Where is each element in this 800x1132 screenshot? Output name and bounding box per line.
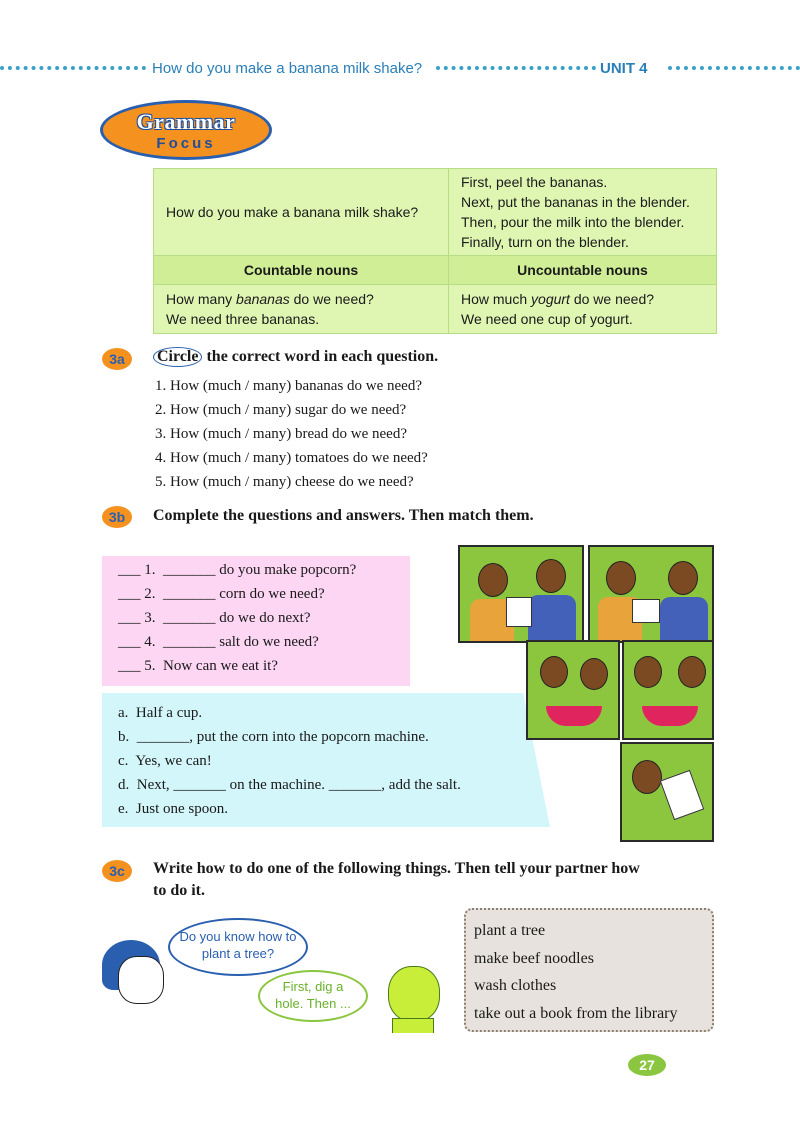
emphasis-word: yogurt (531, 291, 570, 307)
task-options-list (474, 917, 678, 1027)
step-line: Next, put the bananas in the blender. (461, 194, 690, 210)
countable-question (166, 289, 436, 309)
countable-answer: We need three bananas. (166, 311, 320, 327)
question-item[interactable]: ___ 3. _______ do we do next? (118, 610, 311, 626)
text-part: How much (461, 291, 532, 307)
question-item[interactable]: ___ 5. Now can we eat it? (118, 658, 278, 674)
step-line: Then, pour the milk into the blender. (461, 214, 685, 230)
popcorn-bag (506, 597, 532, 627)
instruction-line: Write how to do one of the following things. Then tell your partner how (153, 860, 640, 877)
list-item[interactable]: 2. How (much / many) sugar do we need? (155, 402, 407, 418)
grammar-steps (449, 169, 717, 256)
girl-face (118, 956, 164, 1004)
step-line: First, peel the bananas. (461, 174, 608, 190)
boy-face-1 (540, 656, 568, 688)
question-item[interactable]: ___ 4. _______ salt do we need? (118, 634, 319, 650)
uncountable-answer: We need one cup of yogurt. (461, 311, 633, 327)
comic-panel-4 (622, 640, 714, 740)
shirt (528, 595, 576, 641)
popcorn-machine (632, 599, 660, 623)
question-item[interactable]: ___ 2. _______ corn do we need? (118, 586, 325, 602)
shirt (660, 597, 708, 641)
grammar-focus-title: Grammar (136, 109, 236, 134)
instruction-text: the correct word in each question. (206, 348, 439, 365)
comic-panel-3 (526, 640, 620, 740)
grammar-focus-badge (100, 100, 272, 160)
list-item[interactable]: 3. How (much / many) bread do we need? (155, 426, 407, 442)
list-item[interactable]: 5. How (much / many) cheese do we need? (155, 474, 414, 490)
countable-example (154, 285, 449, 334)
answers-list (118, 701, 461, 821)
task-option[interactable]: take out a book from the library (474, 1004, 678, 1022)
boy-face-2 (580, 658, 608, 690)
boy-face-2 (668, 561, 698, 595)
speech-bubble-girl (168, 918, 308, 976)
popcorn-bowl (642, 706, 698, 726)
boy-face (632, 760, 662, 794)
task-option[interactable]: plant a tree (474, 922, 546, 939)
list-item[interactable]: 1. How (much / many) bananas do we need? (155, 378, 422, 394)
exercise-3a-instruction (153, 347, 438, 367)
bubble-text: Do you know how to plant a tree? (179, 929, 297, 961)
unit-label: UNIT 4 (600, 60, 648, 77)
exercise-3a-marker: 3a (102, 348, 132, 370)
comic-panel-2 (588, 545, 714, 643)
answer-item[interactable]: b. _______, put the corn into the popcorn machine. (118, 729, 429, 745)
uncountable-question (461, 289, 704, 309)
countable-header: Countable nouns (154, 256, 449, 285)
answer-item[interactable]: d. Next, _______ on the machine. _______, add the salt. (118, 777, 461, 793)
uncountable-header: Uncountable nouns (449, 256, 717, 285)
emphasis-word: bananas (236, 291, 290, 307)
boy-face-1 (478, 563, 508, 597)
task-option[interactable]: make beef noodles (474, 949, 594, 967)
text-part: do we need? (569, 291, 655, 307)
task-option[interactable]: wash clothes (474, 977, 557, 994)
answer-item[interactable]: e. Just one spoon. (118, 801, 228, 817)
header-title: How do you make a banana milk shake? (152, 60, 423, 77)
exercise-3c-instruction (153, 858, 640, 902)
list-item[interactable]: 4. How (much / many) tomatoes do we need? (155, 450, 428, 466)
exercise-3c-marker: 3c (102, 860, 132, 882)
bubble-text: First, dig a hole. Then ... (275, 979, 351, 1011)
comic-panel-5 (620, 742, 714, 842)
exercise-3b-marker: 3b (102, 506, 132, 528)
header-dots-right (668, 66, 800, 70)
corn-bag (660, 770, 704, 820)
grammar-focus-subtitle: Focus (156, 135, 216, 152)
exercise-3a-list (155, 374, 428, 494)
boy-head (388, 966, 440, 1022)
questions-list (118, 558, 356, 678)
answer-item[interactable]: c. Yes, we can! (118, 753, 212, 769)
boy-face-2 (678, 656, 706, 688)
question-item[interactable]: ___ 1. _______ do you make popcorn? (118, 562, 357, 578)
uncountable-example (449, 285, 717, 334)
comic-panel-1 (458, 545, 584, 643)
boy-shoulders (392, 1018, 434, 1033)
page-number: 27 (628, 1054, 666, 1076)
header-dots-middle (436, 66, 596, 70)
answer-item[interactable]: a. Half a cup. (118, 705, 203, 721)
boy-face-1 (606, 561, 636, 595)
exercise-3b-instruction: Complete the questions and answers. Then match them. (153, 507, 534, 524)
grammar-table (153, 168, 717, 334)
header-dots-left (0, 66, 146, 70)
circle-word: Circle (153, 347, 202, 367)
popcorn-bowl (546, 706, 602, 726)
step-line: Finally, turn on the blender. (461, 234, 629, 250)
speech-bubble-boy (258, 970, 368, 1022)
instruction-line: to do it. (153, 882, 205, 899)
text-part: How many (166, 291, 237, 307)
boy-face-1 (634, 656, 662, 688)
boy-face-2 (536, 559, 566, 593)
text-part: do we need? (289, 291, 374, 307)
grammar-question: How do you make a banana milk shake? (154, 169, 449, 256)
